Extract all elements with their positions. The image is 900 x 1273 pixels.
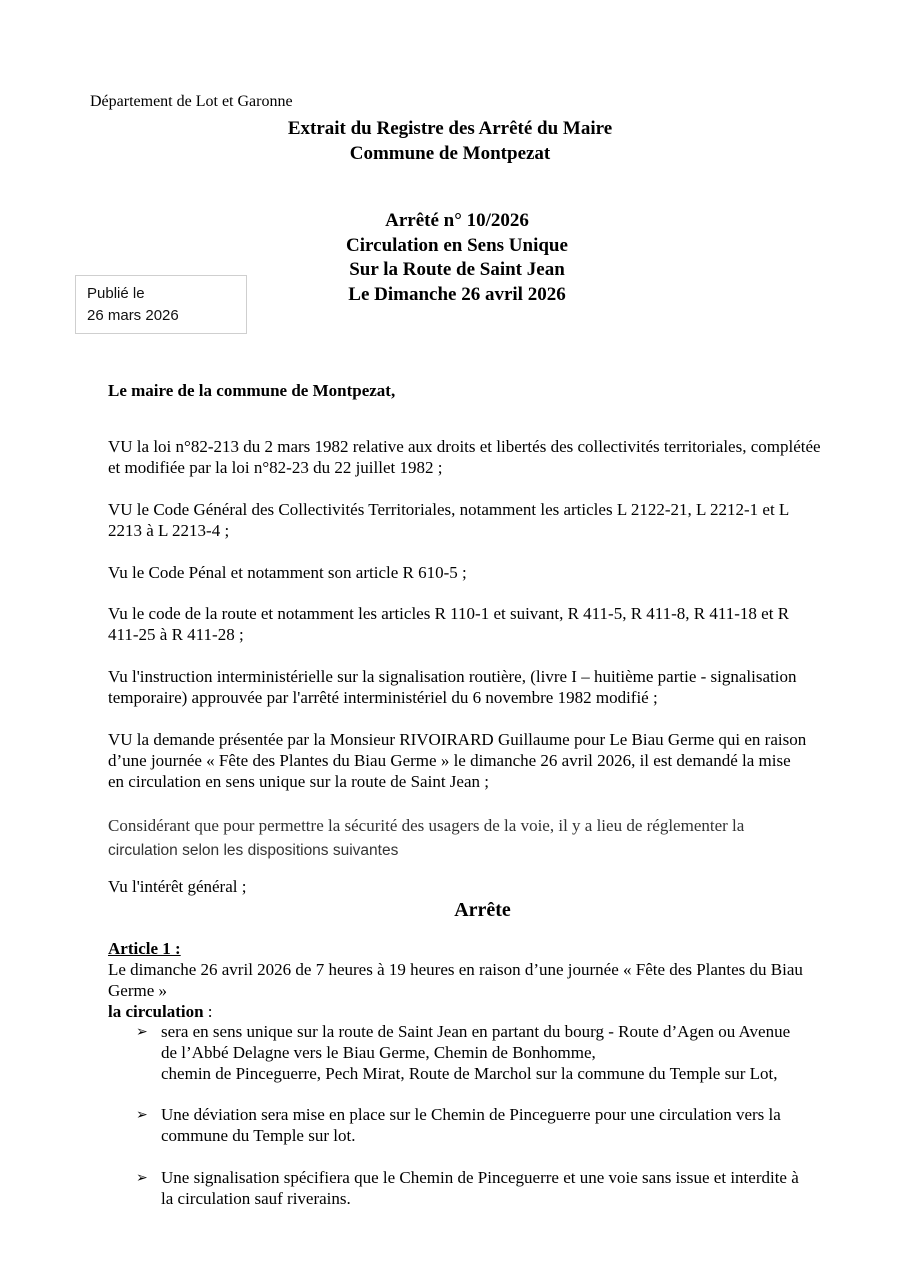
considerant-line-1: Considérant que pour permettre la sécurité des usagers de la voie, il y a lieu de réglementer la bbox=[108, 816, 745, 835]
considerant-line-2: circulation selon les dispositions suivantes bbox=[108, 842, 399, 859]
bullet-1-line-2: de l’Abbé Delagne vers le Biau Germe, Chemin de Bonhomme, bbox=[161, 1043, 596, 1062]
vu-paragraph-3: Vu le Code Pénal et notamment son article R 610-5 ; bbox=[108, 563, 467, 582]
arrete-heading: Arrête bbox=[454, 899, 511, 921]
article-1-line-1: Le dimanche 26 avril 2026 de 7 heures à 19 heures en raison d’une journée « Fête des Plantes du Biau bbox=[108, 960, 803, 979]
arrow-bullet-icon: ➢ bbox=[136, 1025, 148, 1040]
vu-5-line-1: Vu l'instruction interministérielle sur la signalisation routière, (livre I – huitième partie - signalisation bbox=[108, 667, 797, 686]
arrete-subject-1: Circulation en Sens Unique bbox=[346, 234, 568, 256]
interet-general: Vu l'intérêt général ; bbox=[108, 877, 247, 896]
vu-paragraph-6 bbox=[108, 729, 868, 792]
vu-1-line-2: et modifiée par la loi n°82-23 du 22 juillet 1982 ; bbox=[108, 458, 443, 477]
arrow-bullet-icon: ➢ bbox=[136, 1171, 148, 1186]
bullet-2-line-1: Une déviation sera mise en place sur le Chemin de Pinceguerre pour une circulation vers la bbox=[161, 1105, 781, 1124]
bullet-item-3 bbox=[161, 1167, 881, 1209]
vu-4-line-1: Vu le code de la route et notamment les articles R 110-1 et suivant, R 411-5, R 411-8, R 411-18 et R bbox=[108, 604, 790, 623]
bullet-item-1 bbox=[161, 1021, 881, 1084]
vu-paragraph-5 bbox=[108, 666, 868, 708]
vu-2-line-2: 2213 à L 2213-4 ; bbox=[108, 521, 230, 540]
arrete-number: Arrêté n° 10/2026 bbox=[385, 210, 529, 231]
article-1-intro bbox=[108, 959, 868, 1022]
vu-paragraph-1 bbox=[108, 436, 868, 478]
arrete-subject-3: Le Dimanche 26 avril 2026 bbox=[348, 283, 566, 305]
vu-6-line-3: en circulation en sens unique sur la route de Saint Jean ; bbox=[108, 772, 489, 791]
article-1-label: Article 1 : bbox=[108, 939, 181, 958]
vu-5-line-2: temporaire) approuvée par l'arrêté interministériel du 6 novembre 1982 modifié ; bbox=[108, 688, 658, 707]
vu-1-line-1: VU la loi n°82-213 du 2 mars 1982 relative aux droits et libertés des collectivités territoriales, complétée bbox=[108, 437, 821, 456]
vu-6-line-1: VU la demande présentée par la Monsieur RIVOIRARD Guillaume pour Le Biau Germe qui en raison bbox=[108, 730, 807, 749]
publication-label: Publié le bbox=[87, 285, 145, 302]
publication-box bbox=[75, 275, 247, 334]
bullet-1-line-1: sera en sens unique sur la route de Saint Jean en partant du bourg - Route d’Agen ou Avenue bbox=[161, 1022, 791, 1041]
bullet-2-line-2: commune du Temple sur lot. bbox=[161, 1126, 356, 1145]
circulation-line bbox=[108, 1001, 868, 1022]
intro-text: Le maire de la commune de Montpezat, bbox=[108, 381, 396, 400]
registry-title: Extrait du Registre des Arrêté du Maire bbox=[287, 118, 613, 139]
vu-4-line-2: 411-25 à R 411-28 ; bbox=[108, 625, 244, 644]
article-1-line-2: Germe » bbox=[108, 981, 168, 1000]
department-label: Département de Lot et Garonne bbox=[90, 93, 293, 110]
vu-6-line-2: d’une journée « Fête des Plantes du Biau Germe » le dimanche 26 avril 2026, il est demandé la mise bbox=[108, 751, 791, 770]
considerant-paragraph bbox=[108, 814, 868, 865]
bullet-item-2 bbox=[161, 1104, 881, 1146]
bullet-3-line-2: la circulation sauf riverains. bbox=[161, 1189, 351, 1208]
commune-title: Commune de Montpezat bbox=[349, 143, 551, 164]
bullet-3-line-1: Une signalisation spécifiera que le Chemin de Pinceguerre et une voie sans issue et interdite à bbox=[161, 1168, 799, 1187]
arrete-subject-2: Sur la Route de Saint Jean bbox=[349, 259, 565, 280]
publication-date: 26 mars 2026 bbox=[87, 307, 179, 324]
arrete-title-block bbox=[257, 209, 657, 307]
vu-2-line-1: VU le Code Général des Collectivités Territoriales, notamment les articles L 2122-21, L 2212-1 et L bbox=[108, 500, 790, 519]
circulation-colon: : bbox=[203, 1002, 213, 1021]
circulation-label: la circulation bbox=[108, 1002, 204, 1021]
vu-paragraph-2 bbox=[108, 499, 868, 541]
arrow-bullet-icon: ➢ bbox=[136, 1108, 148, 1123]
bullet-1-line-3: chemin de Pinceguerre, Pech Mirat, Route de Marchol sur la commune du Temple sur Lot, bbox=[161, 1064, 778, 1083]
vu-paragraph-4 bbox=[108, 603, 868, 645]
